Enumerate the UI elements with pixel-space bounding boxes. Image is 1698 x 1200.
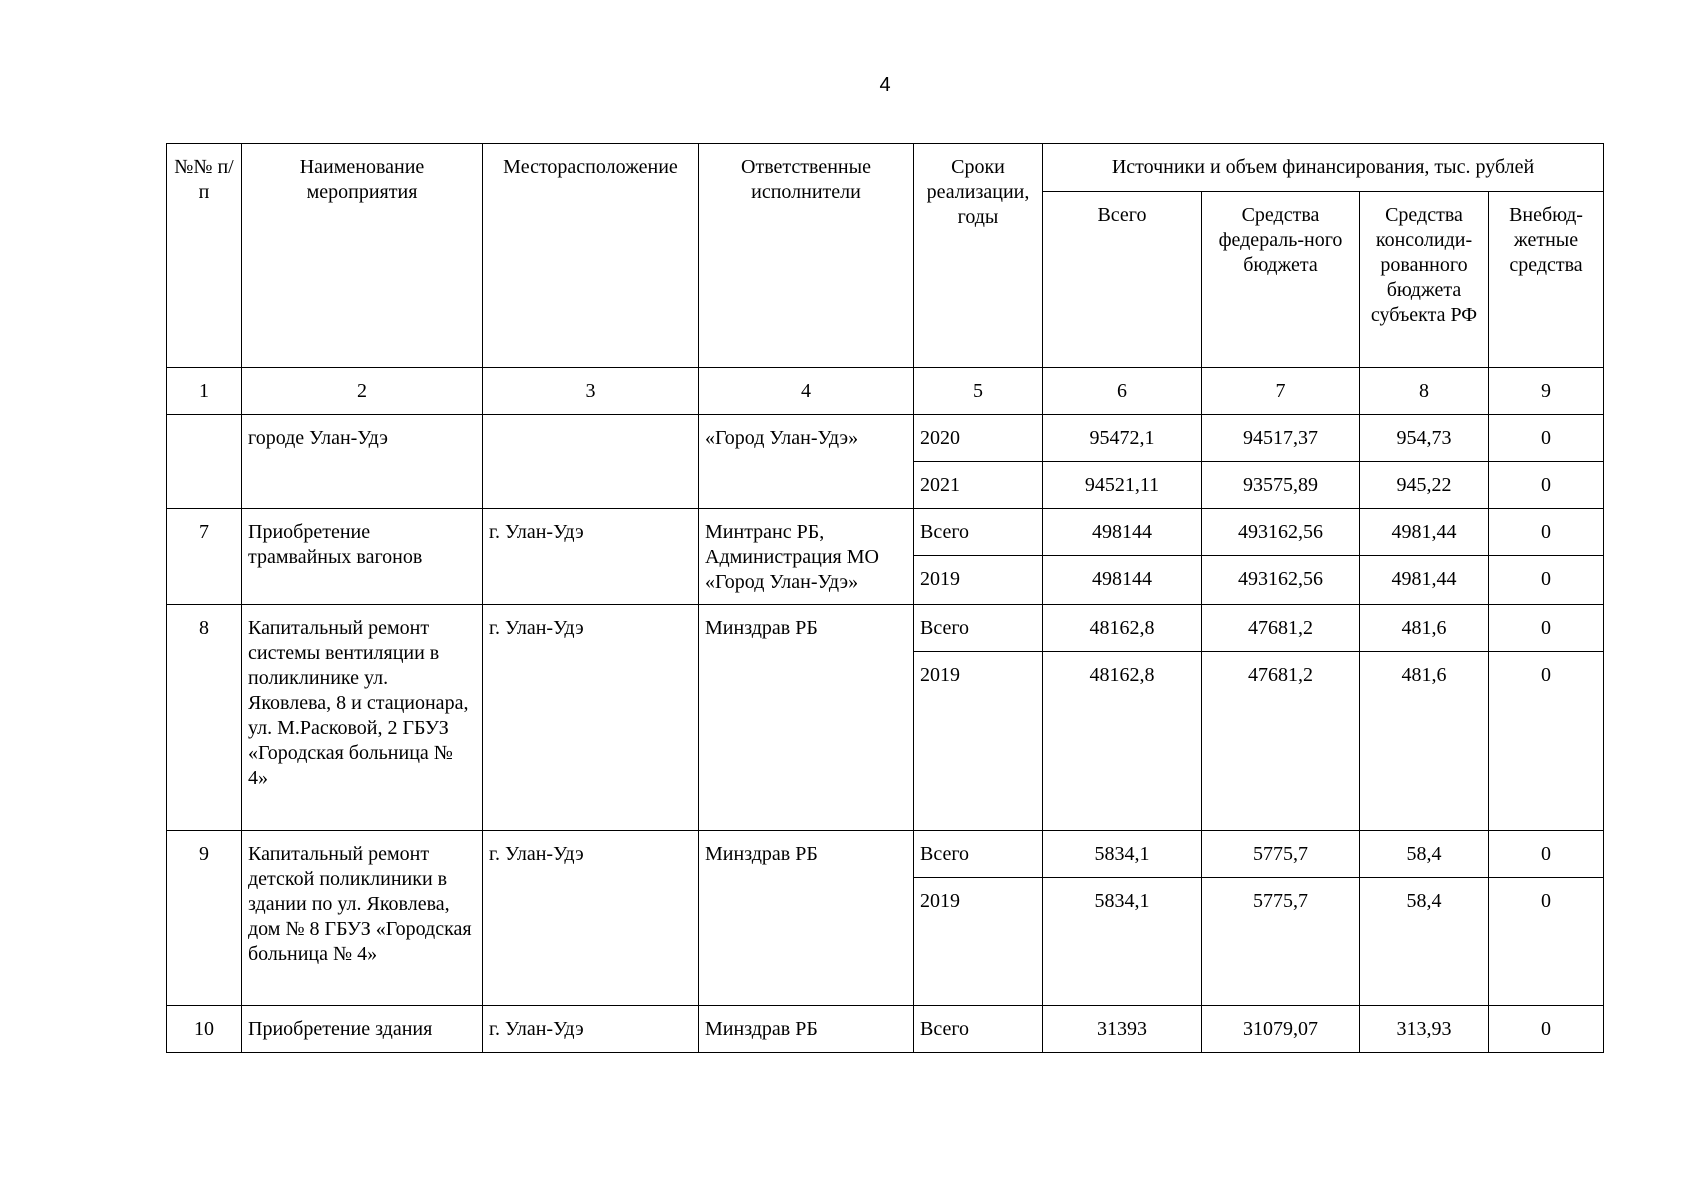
row-executors: Минздрав РБ <box>699 831 914 1006</box>
table-row <box>167 415 1604 462</box>
header-name: Наименование мероприятия <box>242 144 483 368</box>
row-location <box>483 415 699 509</box>
row-consolidated: 954,73 <box>1360 415 1489 462</box>
row-year: 2020 <box>914 415 1043 462</box>
row-total: 48162,8 <box>1043 605 1202 652</box>
row-total: 5834,1 <box>1043 831 1202 878</box>
row-year: Всего <box>914 1006 1043 1053</box>
header-sources: Источники и объем финансирования, тыс. рублей <box>1043 144 1604 192</box>
column-number: 2 <box>242 368 483 415</box>
row-consolidated: 58,4 <box>1360 831 1489 878</box>
row-total: 498144 <box>1043 556 1202 605</box>
column-number: 8 <box>1360 368 1489 415</box>
row-num: 7 <box>167 509 242 605</box>
row-num: 9 <box>167 831 242 1006</box>
column-number: 5 <box>914 368 1043 415</box>
row-num: 10 <box>167 1006 242 1053</box>
row-year: Всего <box>914 605 1043 652</box>
row-federal: 493162,56 <box>1202 509 1360 556</box>
row-year: Всего <box>914 831 1043 878</box>
row-total: 48162,8 <box>1043 652 1202 831</box>
column-number: 7 <box>1202 368 1360 415</box>
row-consolidated: 481,6 <box>1360 652 1489 831</box>
column-number: 1 <box>167 368 242 415</box>
financing-table <box>166 143 1604 1053</box>
row-name: Приобретение трамвайных вагонов <box>242 509 483 605</box>
header-location: Месторасположение <box>483 144 699 368</box>
row-extra: 0 <box>1489 652 1604 831</box>
row-federal: 31079,07 <box>1202 1006 1360 1053</box>
column-numbers-row <box>167 368 1604 415</box>
row-location: г. Улан-Удэ <box>483 605 699 831</box>
row-consolidated: 481,6 <box>1360 605 1489 652</box>
column-number: 4 <box>699 368 914 415</box>
row-num <box>167 415 242 509</box>
row-federal: 93575,89 <box>1202 462 1360 509</box>
row-federal: 47681,2 <box>1202 605 1360 652</box>
header-federal: Средства федераль-ного бюджета <box>1202 192 1360 368</box>
row-extra: 0 <box>1489 831 1604 878</box>
row-extra: 0 <box>1489 415 1604 462</box>
row-executors: Минтранс РБ, Администрация МО «Город Улан-Удэ» <box>699 509 914 605</box>
row-federal: 94517,37 <box>1202 415 1360 462</box>
row-federal: 493162,56 <box>1202 556 1360 605</box>
row-name: городе Улан-Удэ <box>242 415 483 509</box>
row-consolidated: 313,93 <box>1360 1006 1489 1053</box>
table-row <box>167 605 1604 652</box>
row-executors: Минздрав РБ <box>699 1006 914 1053</box>
row-name: Приобретение здания <box>242 1006 483 1053</box>
row-name: Капитальный ремонт системы вентиляции в поликлинике ул. Яковлева, 8 и стационара, ул. М.Расковой, 2 ГБУЗ «Городская больница № 4» <box>242 605 483 831</box>
row-extra: 0 <box>1489 878 1604 1006</box>
row-location: г. Улан-Удэ <box>483 1006 699 1053</box>
row-consolidated: 4981,44 <box>1360 509 1489 556</box>
row-federal: 47681,2 <box>1202 652 1360 831</box>
row-consolidated: 945,22 <box>1360 462 1489 509</box>
row-extra: 0 <box>1489 1006 1604 1053</box>
row-num: 8 <box>167 605 242 831</box>
table-row <box>167 831 1604 878</box>
table-row <box>167 509 1604 556</box>
row-federal: 5775,7 <box>1202 831 1360 878</box>
row-year: 2019 <box>914 652 1043 831</box>
row-total: 5834,1 <box>1043 878 1202 1006</box>
row-executors: «Город Улан-Удэ» <box>699 415 914 509</box>
row-total: 95472,1 <box>1043 415 1202 462</box>
row-executors: Минздрав РБ <box>699 605 914 831</box>
table-row <box>167 1006 1604 1053</box>
row-location: г. Улан-Удэ <box>483 831 699 1006</box>
column-number: 3 <box>483 368 699 415</box>
row-extra: 0 <box>1489 605 1604 652</box>
row-consolidated: 58,4 <box>1360 878 1489 1006</box>
column-number: 6 <box>1043 368 1202 415</box>
column-number: 9 <box>1489 368 1604 415</box>
row-total: 94521,11 <box>1043 462 1202 509</box>
header-terms: Сроки реализации, годы <box>914 144 1043 368</box>
row-total: 498144 <box>1043 509 1202 556</box>
row-federal: 5775,7 <box>1202 878 1360 1006</box>
row-year: 2021 <box>914 462 1043 509</box>
page-number: 4 <box>879 74 891 96</box>
header-consolidated: Средства консолиди-рованного бюджета субъекта РФ <box>1360 192 1489 368</box>
row-year: Всего <box>914 509 1043 556</box>
header-num: №№ п/п <box>167 144 242 368</box>
header-total: Всего <box>1043 192 1202 368</box>
header-extrabudget: Внебюд-жетные средства <box>1489 192 1604 368</box>
row-consolidated: 4981,44 <box>1360 556 1489 605</box>
header-executors: Ответственные исполнители <box>699 144 914 368</box>
row-name: Капитальный ремонт детской поликлиники в здании по ул. Яковлева, дом № 8 ГБУЗ «Городская больница № 4» <box>242 831 483 1006</box>
row-year: 2019 <box>914 878 1043 1006</box>
row-extra: 0 <box>1489 462 1604 509</box>
row-total: 31393 <box>1043 1006 1202 1053</box>
row-extra: 0 <box>1489 509 1604 556</box>
row-year: 2019 <box>914 556 1043 605</box>
row-location: г. Улан-Удэ <box>483 509 699 605</box>
row-extra: 0 <box>1489 556 1604 605</box>
